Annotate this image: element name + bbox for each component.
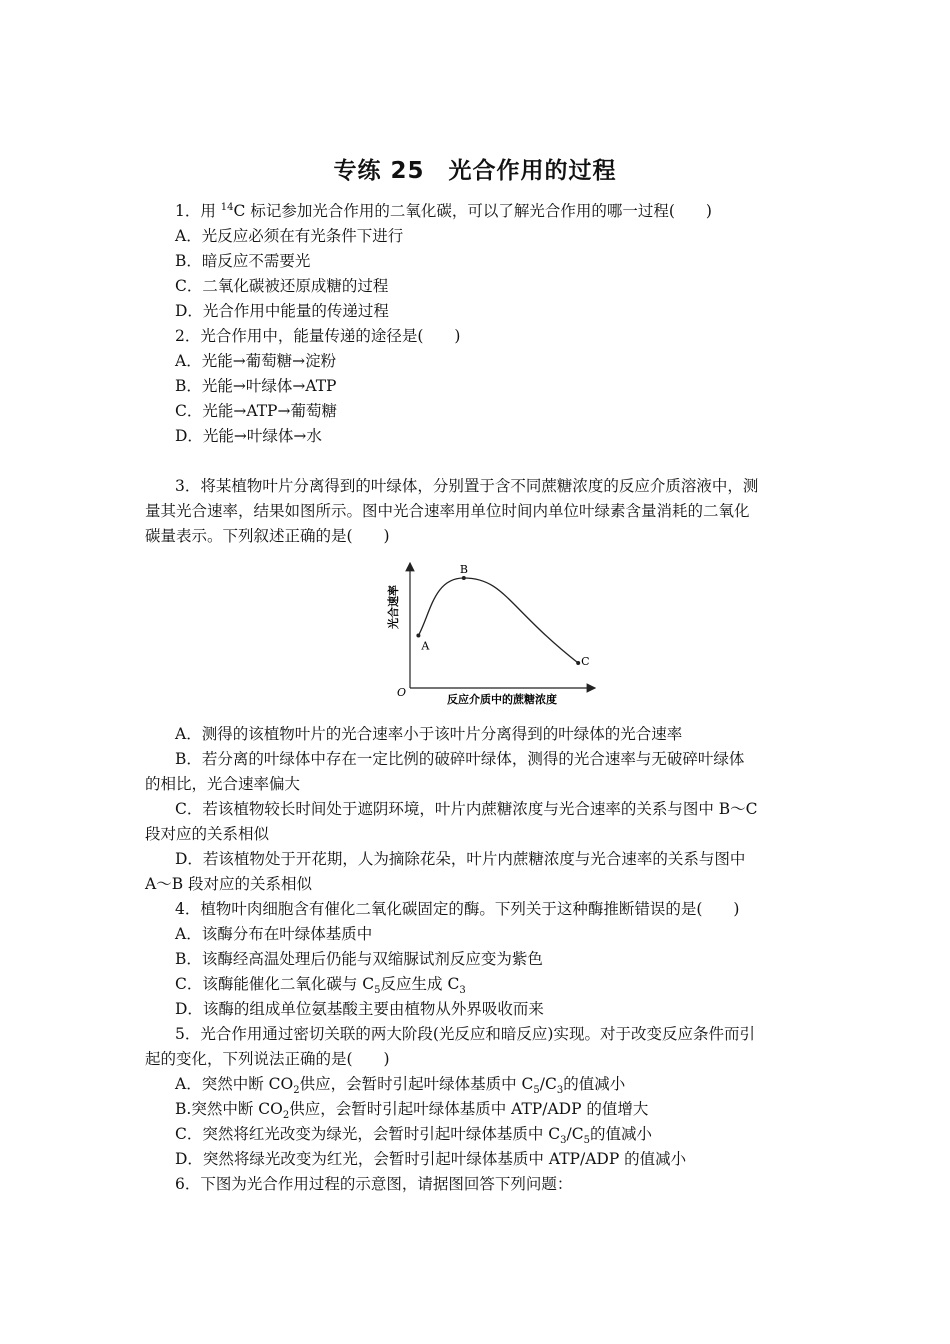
q5-option-a: A．突然中断 $CO_2$供应，会暂时引起叶绿体基质中 $C_5/C_3$的值减小 — [175, 1075, 626, 1097]
q4-option-c: C．该酶能催化二氧化碳与 $C_5$反应生成 $C_3$ — [175, 975, 466, 997]
x-axis-label: 反应介质中的蔗糖浓度 — [447, 693, 557, 705]
q3-option-a: A．测得的该植物叶片的光合速率小于该叶片分离得到的叶绿体的光合速率 — [175, 725, 683, 743]
point-a-label: A — [421, 639, 430, 653]
q5-stem-line2: 起的变化，下列说法正确的是( ) — [145, 1050, 390, 1068]
point-a — [416, 634, 420, 638]
q1-option-c: C．二氧化碳被还原成糖的过程 — [175, 277, 389, 295]
q3-option-d-line2: A～B 段对应的关系相似 — [145, 875, 313, 893]
sucrose-photosynthesis-chart — [380, 555, 610, 705]
origin-label: O — [397, 686, 407, 699]
q2-option-a: A．光能→葡萄糖→淀粉 — [175, 352, 337, 370]
q2-option-b: B．光能→叶绿体→ATP — [175, 377, 337, 395]
q5-stem-line1: 5．光合作用通过密切关联的两大阶段(光反应和暗反应)实现。对于改变反应条件而引 — [175, 1025, 755, 1043]
q2-option-c: C．光能→ATP→葡萄糖 — [175, 402, 337, 420]
q2-stem: 2．光合作用中，能量传递的途径是( ) — [175, 327, 461, 345]
q4-option-b: B．该酶经高温处理后仍能与双缩脲试剂反应变为紫色 — [175, 950, 543, 968]
q4-stem: 4．植物叶肉细胞含有催化二氧化碳固定的酶。下列关于这种酶推断错误的是( ) — [175, 900, 740, 918]
q3-stem-line2: 量其光合速率，结果如图所示。图中光合速率用单位时间内单位叶绿素含量消耗的二氧化 — [145, 502, 750, 520]
q3-option-b-line2: 的相比，光合速率偏大 — [145, 775, 301, 793]
point-c — [576, 661, 580, 665]
q1-option-a: A．光反应必须在有光条件下进行 — [175, 227, 404, 245]
point-b — [462, 576, 466, 580]
q3-option-d-line1: D．若该植物处于开花期，人为摘除花朵，叶片内蔗糖浓度与光合速率的关系与图中 — [175, 850, 746, 868]
q3-option-c-line1: C．若该植物较长时间处于遮阴环境，叶片内蔗糖浓度与光合速率的关系与图中 B～C — [175, 800, 758, 818]
point-b-label: B — [459, 563, 468, 576]
page-title: 专练 25 光合作用的过程 — [333, 158, 617, 184]
q6-stem: 6．下图为光合作用过程的示意图，请据图回答下列问题： — [175, 1175, 573, 1193]
q5-option-b: B.突然中断 $CO_2$供应，会暂时引起叶绿体基质中 ATP/ADP 的值增大 — [175, 1100, 649, 1122]
y-axis-label: 光合速率 — [387, 585, 400, 629]
q4-option-a: A．该酶分布在叶绿体基质中 — [175, 925, 373, 943]
q1-option-b: B．暗反应不需要光 — [175, 252, 311, 270]
q3-option-b-line1: B．若分离的叶绿体中存在一定比例的破碎叶绿体，测得的光合速率与无破碎叶绿体 — [175, 750, 745, 768]
q2-option-d: D．光能→叶绿体→水 — [175, 427, 322, 445]
q5-option-c: C．突然将红光改变为绿光，会暂时引起叶绿体基质中 $C_3/C_5$的值减小 — [175, 1125, 653, 1147]
q5-option-d: D．突然将绿光改变为红光，会暂时引起叶绿体基质中 ATP/ADP 的值减小 — [175, 1150, 687, 1168]
q3-stem-line1: 3．将某植物叶片分离得到的叶绿体，分别置于含不同蔗糖浓度的反应介质溶液中，测 — [175, 477, 759, 495]
q3-option-c-line2: 段对应的关系相似 — [145, 825, 270, 843]
q1-stem: 1．用 $^{14}$C 标记参加光合作用的二氧化碳，可以了解光合作用的哪一过程( ) — [175, 201, 712, 220]
q1-option-d: D．光合作用中能量的传递过程 — [175, 302, 389, 320]
q3-stem-line3: 碳量表示。下列叙述正确的是( ) — [145, 527, 390, 545]
chart-svg — [380, 555, 610, 705]
q4-option-d: D．该酶的组成单位氨基酸主要由植物从外界吸收而来 — [175, 1000, 544, 1018]
rate-curve — [418, 578, 578, 663]
point-c-label: C — [581, 655, 590, 668]
